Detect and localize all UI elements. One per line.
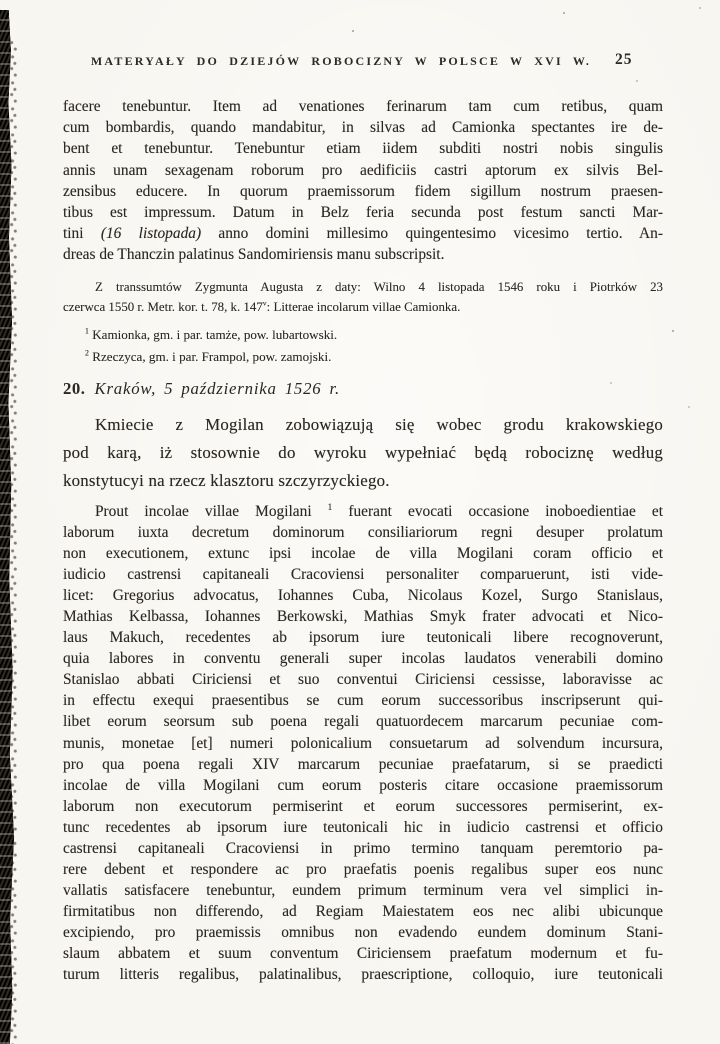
text-line: zensibus educere. In quorum praemissorum fidem sigillum nostrum praesen-: [63, 182, 663, 200]
doc20-entry-number: 20.: [63, 379, 86, 398]
text-line: firmitatibus non differendo, ad Regiam Maiestatem eos nec alibi ubicunque: [63, 902, 663, 920]
text-line: non executionem, extunc ipsi incolae de villa Mogilani coram officio et: [63, 545, 663, 563]
text-line: tibus est impressum. Datum in Belz feria secunda post festum sancti Mar-: [63, 204, 663, 222]
text-line: annis unam sexagenam roborum pro aedificiis castri aptorum ex silvis Bel-: [63, 161, 663, 179]
text-line: laborum iuxta decretum dominorum consiliariorum regni desuper prolatum: [63, 524, 663, 542]
doc19-body-paragraph: [63, 96, 663, 266]
scan-speck: [688, 406, 690, 408]
text-line: iudicio castrensi capitaneali Cracoviensi personaliter comparuerunt, isti vide-: [63, 566, 663, 584]
text-line: bent et tenebuntur. Tenebuntur etiam iidem subditi nostri nobis singulis: [63, 140, 663, 158]
doc20-summary-paragraph: [63, 411, 663, 496]
scan-speck: [610, 382, 612, 384]
text-line: libet eorum seorsum sub poena regali quatuordecem marcarum pecuniae com-: [63, 713, 663, 731]
binding-speckle-texture: [9, 40, 18, 1044]
doc19-footnotes: [63, 324, 685, 369]
scan-speck: [352, 30, 354, 32]
text-line: incolae de villa Mogilani cum eorum posteris citare occasione praemissorum: [63, 776, 663, 794]
doc20-heading: [63, 379, 340, 399]
page-number: 25: [615, 51, 633, 68]
text-line: Mathias Kelbassa, Iohannes Berkowski, Mathias Smyk frater advocati et Nico-: [63, 608, 663, 626]
text-line: vallatis satisfacere tenebuntur, eundem primum terminum vera vel simplici in-: [63, 881, 663, 899]
text-line: tini (16 listopada) anno domini millesimo quingentesimo vicesimo tertio. An-: [63, 225, 663, 243]
text-line: cum bombardis, quando mandabitur, in silvas ad Camionka spectantes ire de-: [63, 119, 663, 137]
scan-speck: [563, 12, 565, 14]
text-line: munis, monetae [et] numeri polonicalium consuetarum ad solvendum incursura,: [63, 734, 663, 752]
text-line: dreas de Thanczin palatinus Sandomiriensis manu subscripsit.: [63, 246, 445, 264]
text-line: rere debent et respondere ac pro praefatis poenis regalibus super eos nunc: [63, 860, 663, 878]
text-line: facere tenebuntur. Item ad venationes ferinarum tam cum retibus, quam: [63, 98, 663, 115]
text-line: konstytucyi na rzecz klasztoru szczyrzyckiego.: [63, 471, 390, 491]
text-line: Stanislao abbati Ciriciensi et suo conventui Ciriciensi cessisse, laboravisse ac: [63, 671, 663, 689]
text-line: pro qua poena regali XIV marcarum pecuniae praefatarum, si se praedicti: [63, 755, 663, 773]
text-line: quia labores in conventu generali super incolas laudatos venerabili domino: [63, 650, 663, 668]
text-line: laborum non executorum permiserint et eorum successores permiserint, ex-: [63, 797, 663, 815]
text-line: in effectu exequi praesentibus se cum eorum successoribus inscripserunt qui-: [63, 692, 663, 710]
doc19-source-note: [63, 277, 663, 317]
doc20-dateline: Kraków, 5 października 1526 r.: [94, 379, 340, 398]
scan-speck: [636, 80, 638, 82]
text-line: Kmiecie z Mogilan zobowiązują się wobec grodu krakowskiego: [95, 415, 663, 434]
scan-speck: [699, 7, 701, 9]
text-line: licet: Gregorius advocatus, Iohannes Cuba, Nicolaus Kozel, Surgo Stanislaus,: [63, 587, 663, 605]
text-line: Z transsumtów Zygmunta Augusta z daty: Wilno 4 listopada 1546 roku i Piotrków 23: [95, 280, 663, 294]
text-line: pod karą, iż stosownie do wyroku wypełniać będą robociznę według: [63, 443, 663, 463]
text-line: $^2$ Rzeczyca, gm. i par. Frampol, pow. zamojski.: [85, 349, 332, 365]
text-line: excipiendo, pro praemissis omnibus non evadendo eundem dominum Stani-: [63, 923, 663, 941]
text-line: tunc recedentes ab ipsorum iure teutonicali hic in iudicio castrensi et officio: [63, 818, 663, 836]
text-line: Prout incolae villae Mogilani $^1$ fuerant evocati occasione inoboedientiae et: [95, 501, 663, 520]
text-line: castrensi capitaneali Cracoviensi in primo termino tanquam peremtorio pa-: [63, 839, 663, 857]
text-line: $^1$ Kamionka, gm. i par. tamże, pow. lubartowski.: [85, 326, 338, 342]
text-line: slaum abbatem et suum conventum Ciriciensem praefatum modernum et fu-: [63, 944, 663, 962]
text-line: turum litteris regalibus, palatinalibus, praescriptione, colloquio, iure teutonicali: [63, 966, 663, 984]
text-line: laus Makuch, recedentes ab ipsorum iure teutonicali libere recognoverunt,: [63, 629, 663, 647]
doc20-body-paragraph: [63, 501, 663, 985]
text-line: czerwca 1550 r. Metr. kor. t. 78, k. 147$^v$: Litterae incolarum villae Camionka.: [63, 298, 461, 314]
running-head-title: MATERYAŁY DO DZIEJÓW ROBOCIZNY W POLSCE W XVI W.: [90, 54, 592, 68]
